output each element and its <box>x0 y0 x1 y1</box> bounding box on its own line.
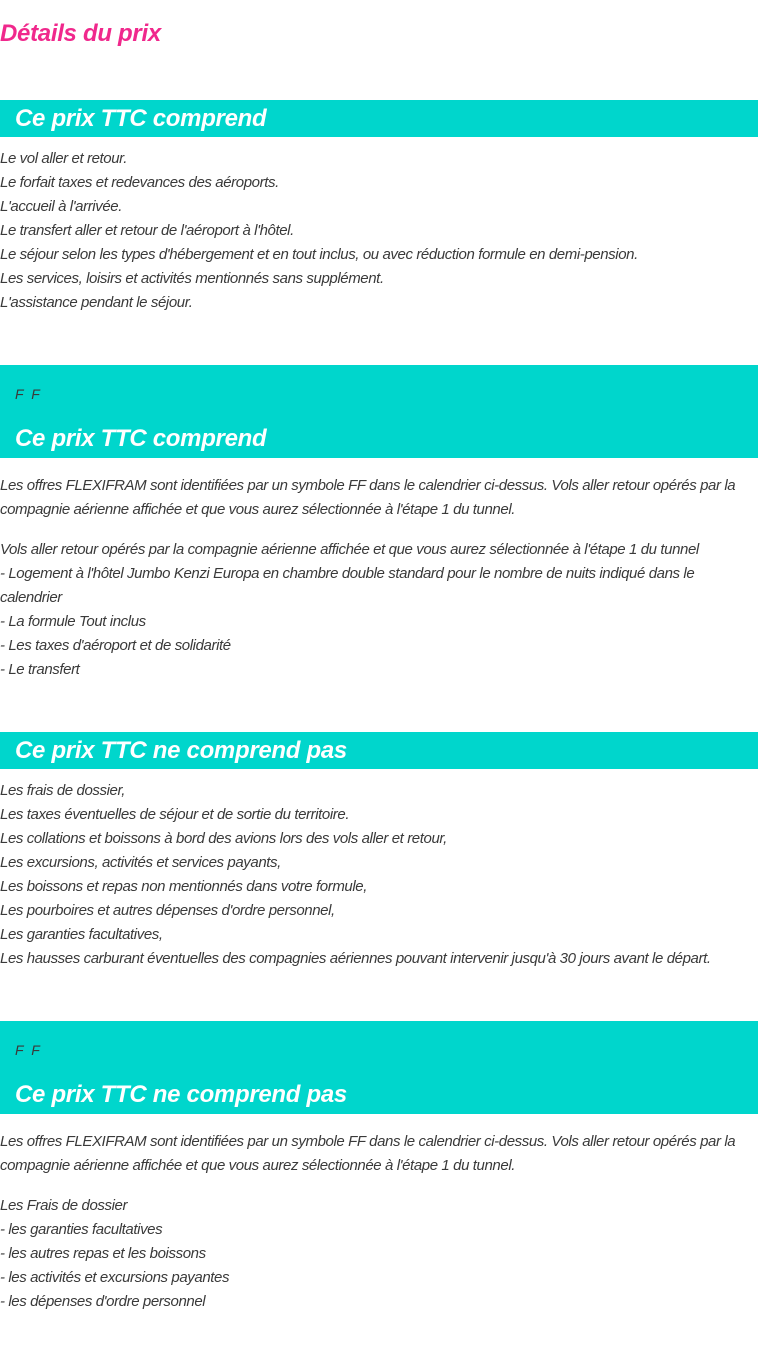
flexifram-excludes-list <box>0 1194 758 1314</box>
section-flexifram-excludes-heading: Ce prix TTC ne comprend pas <box>15 1081 347 1108</box>
list-item: Le forfait taxes et redevances des aéroports. <box>0 174 279 191</box>
section-flexifram-includes-header <box>0 365 758 458</box>
section-excludes-header <box>0 732 758 769</box>
list-item: - les activités et excursions payantes <box>0 1269 230 1286</box>
list-item: Les garanties facultatives, <box>0 926 163 943</box>
section-flexifram-includes-heading: Ce prix TTC comprend <box>15 425 267 452</box>
list-item: Les taxes éventuelles de séjour et de sortie du territoire. <box>0 806 350 823</box>
section-includes-heading: Ce prix TTC comprend <box>15 105 267 132</box>
list-item: Les services, loisirs et activités mentionnés sans supplément. <box>0 270 384 287</box>
list-item: - La formule Tout inclus <box>0 613 146 630</box>
list-item: Le vol aller et retour. <box>0 150 127 167</box>
list-item: - les dépenses d'ordre personnel <box>0 1293 206 1310</box>
page-title: Détails du prix <box>0 20 161 47</box>
list-item: - les autres repas et les boissons <box>0 1245 206 1262</box>
flexifram-tag: F F <box>15 1042 42 1058</box>
flexifram-includes-list <box>0 538 758 682</box>
list-item: Vols aller retour opérés par la compagnie aérienne affichée et que vous aurez sélectionnée à l'étape 1 du tunnel <box>0 541 699 558</box>
section-excludes-heading: Ce prix TTC ne comprend pas <box>15 737 347 764</box>
list-item: L'assistance pendant le séjour. <box>0 294 193 311</box>
list-item: Les collations et boissons à bord des avions lors des vols aller et retour, <box>0 830 447 847</box>
list-item: Les Frais de dossier <box>0 1197 128 1214</box>
flexifram-tag: F F <box>15 386 42 402</box>
list-item: Les hausses carburant éventuelles des compagnies aériennes pouvant intervenir jusqu'à 30 jours avant le départ. <box>0 950 711 967</box>
flexifram-intro-text: Les offres FLEXIFRAM sont identifiées par un symbole FF dans le calendrier ci-dessus. Vols aller retour opérés par la compagnie aérienne affichée et que vous aurez sélectionnée à l'étape 1 du tunnel. <box>0 477 736 518</box>
includes-list <box>0 147 758 315</box>
list-item: - Le transfert <box>0 661 80 678</box>
list-item: Les boissons et repas non mentionnés dans votre formule, <box>0 878 367 895</box>
list-item: Le séjour selon les types d'hébergement et en tout inclus, ou avec réduction formule en demi-pension. <box>0 246 638 263</box>
list-item: - les garanties facultatives <box>0 1221 163 1238</box>
list-item: - Logement à l'hôtel Jumbo Kenzi Europa en chambre double standard pour le nombre de nuits indiqué dans le calendrier <box>0 565 695 606</box>
flexifram-excludes-intro-text: Les offres FLEXIFRAM sont identifiées par un symbole FF dans le calendrier ci-dessus. Vols aller retour opérés par la compagnie aérienne affichée et que vous aurez sélectionnée à l'étape 1 du tunnel. <box>0 1133 736 1174</box>
section-flexifram-excludes-header <box>0 1021 758 1114</box>
list-item: Les pourboires et autres dépenses d'ordre personnel, <box>0 902 335 919</box>
list-item: Les frais de dossier, <box>0 782 126 799</box>
list-item: - Les taxes d'aéroport et de solidarité <box>0 637 231 654</box>
list-item: Le transfert aller et retour de l'aéroport à l'hôtel. <box>0 222 294 239</box>
section-includes-header <box>0 100 758 137</box>
excludes-list <box>0 779 758 971</box>
list-item: L'accueil à l'arrivée. <box>0 198 122 215</box>
list-item: Les excursions, activités et services payants, <box>0 854 281 871</box>
